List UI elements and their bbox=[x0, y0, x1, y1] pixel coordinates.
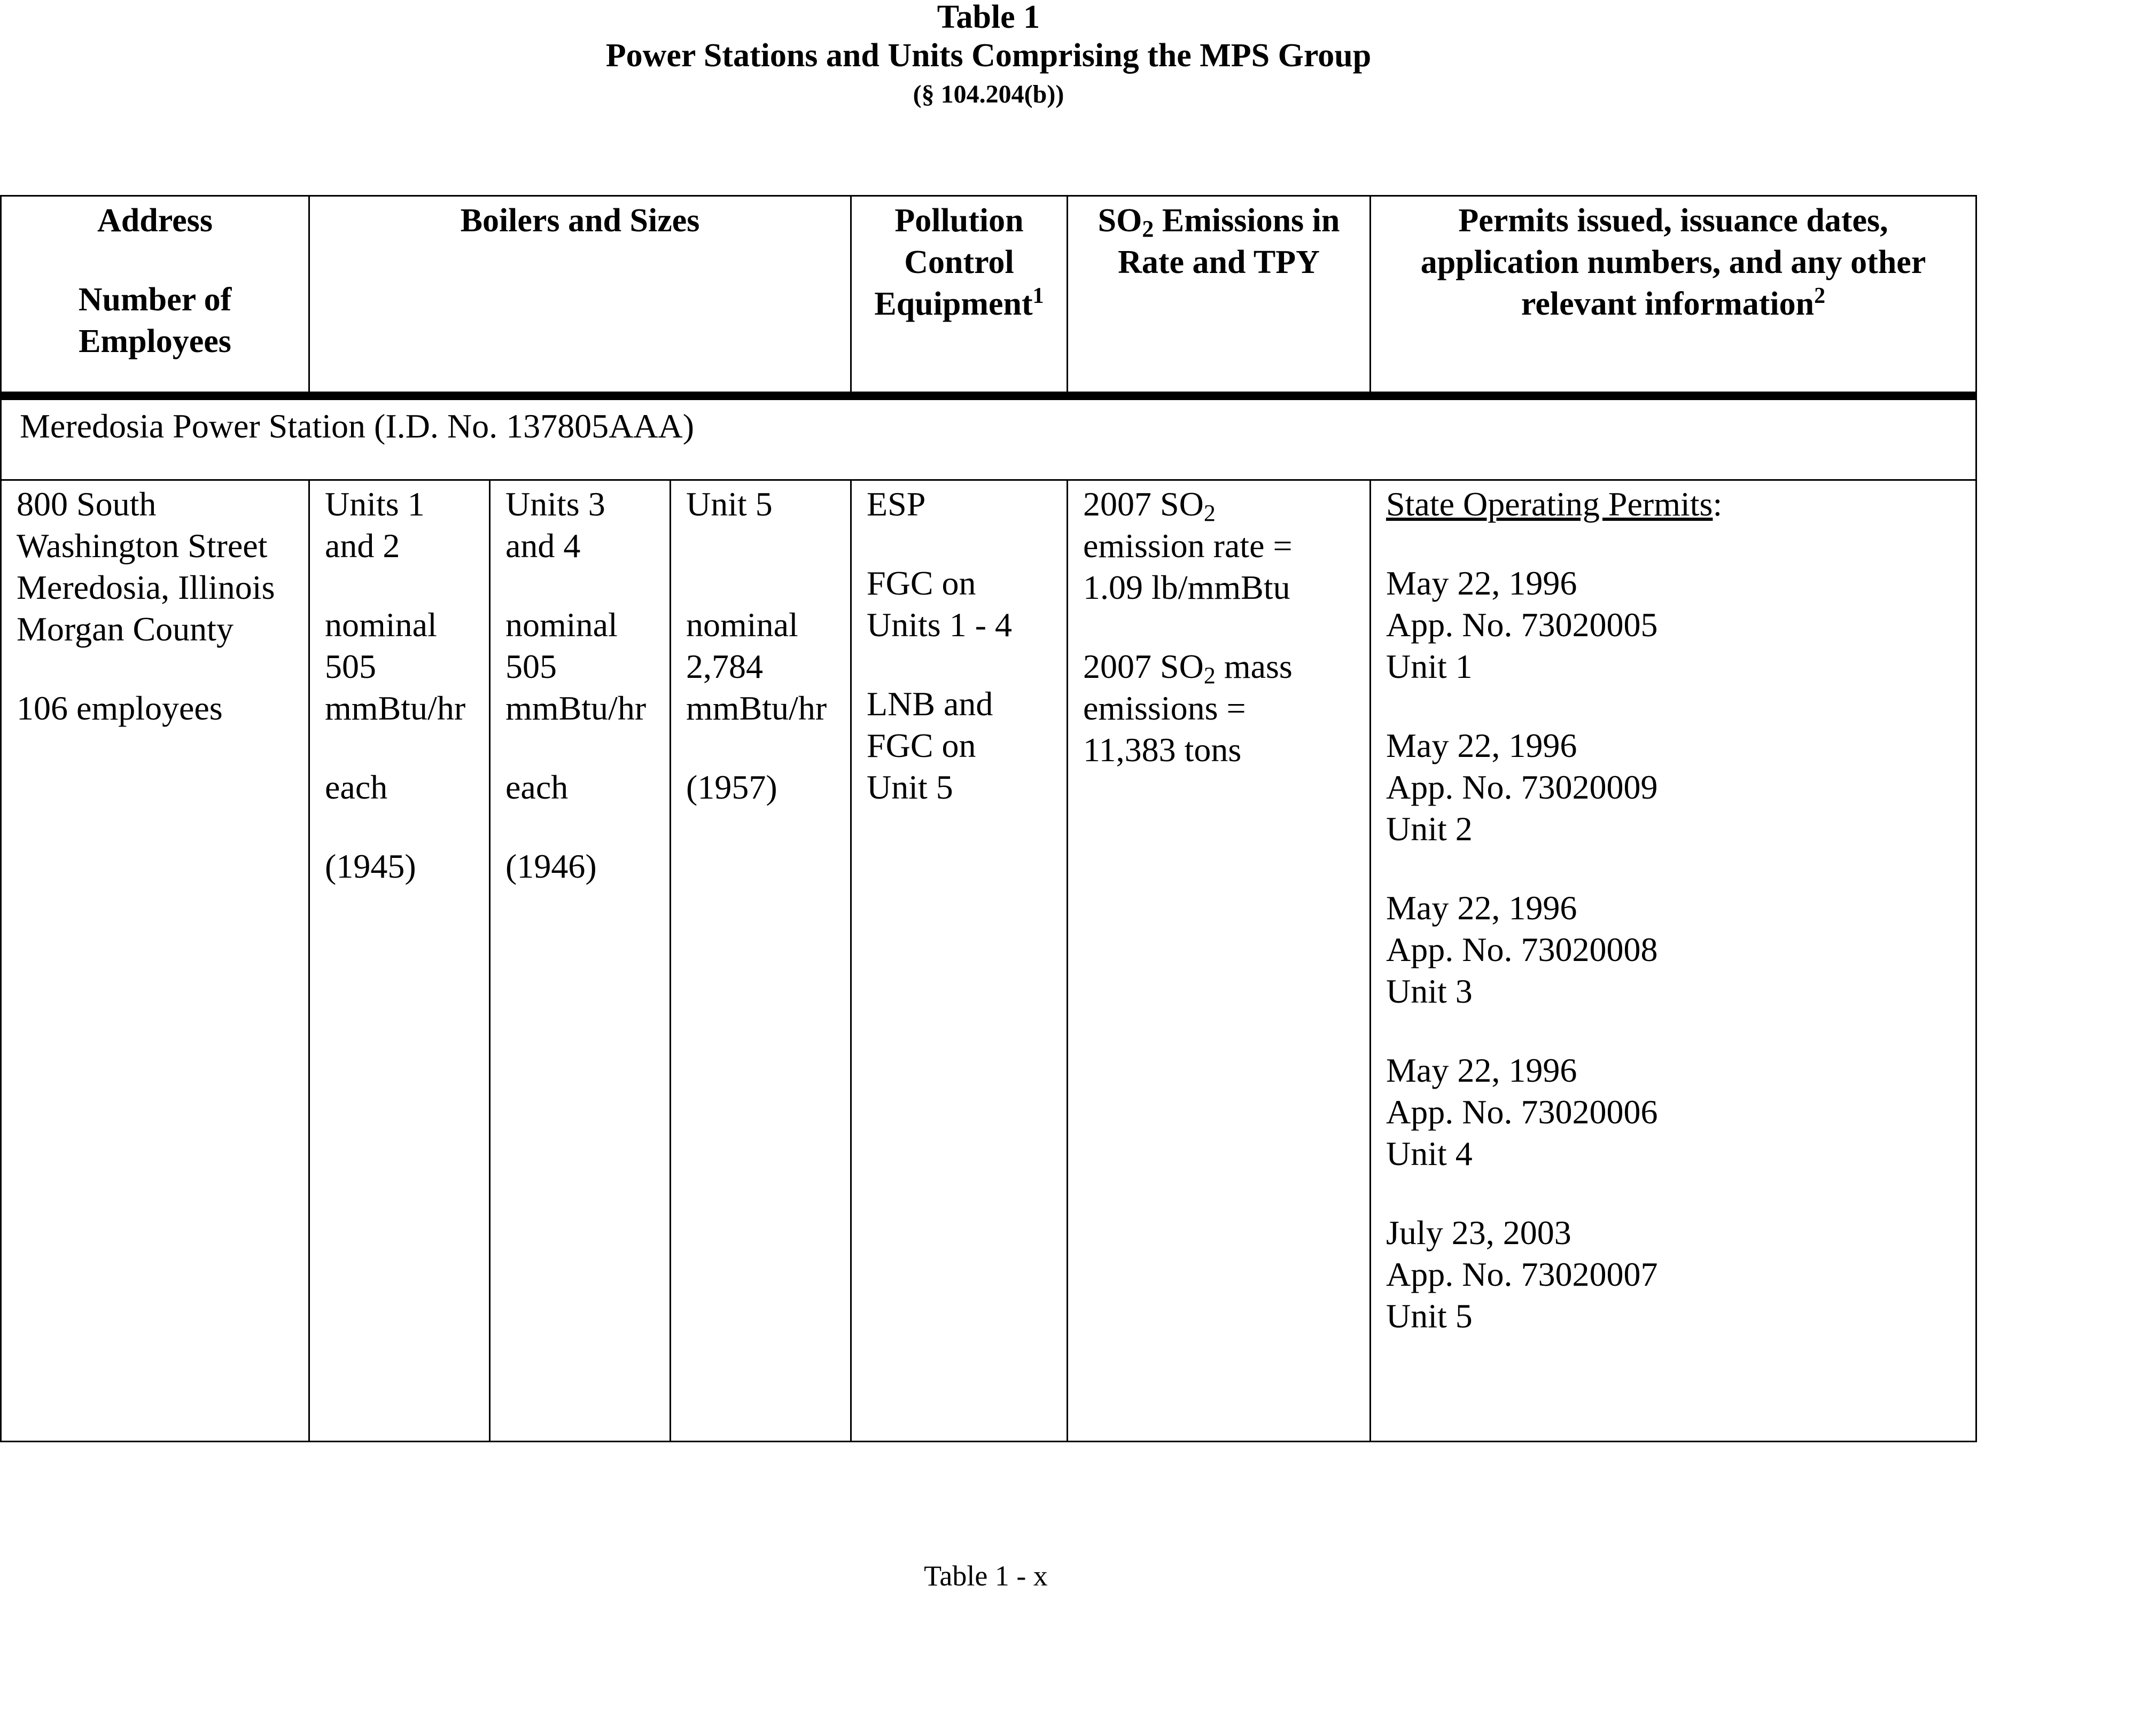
pollution-item: FGC on bbox=[867, 726, 976, 764]
boiler-year: (1945) bbox=[325, 847, 416, 885]
permits-cell bbox=[1371, 480, 1976, 1442]
so2-rate-line: emission rate = bbox=[1083, 527, 1293, 565]
table-citation: (§ 104.204(b)) bbox=[913, 80, 1064, 108]
boiler-units: Unit 5 bbox=[686, 485, 773, 523]
so2-mass-line: 2007 $SO_2$ mass bbox=[1083, 647, 1293, 689]
power-stations-table bbox=[0, 195, 1977, 1442]
header-permits-line2: application numbers, and any other bbox=[1420, 244, 1926, 280]
header-employees-line2: Employees bbox=[79, 323, 231, 359]
boiler-cell-units-3-4 bbox=[490, 480, 671, 1442]
header-address bbox=[1, 196, 309, 396]
boiler-nominal: nominal bbox=[686, 606, 798, 644]
address-line: Washington Street bbox=[17, 527, 268, 565]
header-permits bbox=[1371, 196, 1976, 396]
boiler-cell-unit-5 bbox=[671, 480, 851, 1442]
so2-emissions-cell bbox=[1068, 480, 1371, 1442]
permit-date: May 22, 1996 bbox=[1386, 1051, 1577, 1089]
permit-date: May 22, 1996 bbox=[1386, 889, 1577, 927]
so2-mass-line: emissions = bbox=[1083, 689, 1246, 727]
boiler-size-unit: mmBtu/hr bbox=[325, 689, 466, 727]
header-so2-line1: $SO_2$ Emissions in bbox=[1098, 202, 1340, 242]
permit-unit: Unit 3 bbox=[1386, 972, 1473, 1010]
permit-unit: Unit 5 bbox=[1386, 1297, 1473, 1335]
boiler-size: 505 bbox=[505, 647, 557, 685]
header-permits-line3: relevant information$^2$ bbox=[1521, 284, 1826, 322]
header-so2 bbox=[1068, 196, 1371, 396]
boiler-each: each bbox=[505, 768, 569, 806]
boiler-year: (1957) bbox=[686, 768, 777, 806]
header-pollution-line3: Equipment$^1$ bbox=[874, 284, 1044, 322]
boiler-units: Units 3 bbox=[505, 485, 605, 523]
boiler-units: and 2 bbox=[325, 527, 400, 565]
table-number-title: Table 1 bbox=[937, 0, 1040, 35]
address-cell bbox=[1, 480, 309, 1442]
table-title: Power Stations and Units Comprising the MPS Group bbox=[605, 37, 1372, 74]
employee-count: 106 employees bbox=[17, 689, 223, 727]
so2-rate-value: 1.09 lb/mmBtu bbox=[1083, 568, 1290, 606]
pollution-control-cell bbox=[851, 480, 1068, 1442]
permit-app-number: App. No. 73020007 bbox=[1386, 1255, 1658, 1293]
address-line: Morgan County bbox=[17, 610, 233, 648]
header-employees-line1: Number of bbox=[78, 282, 232, 318]
station-detail-row bbox=[1, 480, 1976, 1442]
header-so2-line2: Rate and TPY bbox=[1118, 244, 1320, 280]
header-row bbox=[1, 196, 1976, 396]
station-row bbox=[1, 396, 1976, 480]
pollution-item: ESP bbox=[867, 485, 926, 523]
header-permits-line1: Permits issued, issuance dates, bbox=[1458, 202, 1888, 239]
boiler-units: and 4 bbox=[505, 527, 581, 565]
boiler-nominal: nominal bbox=[325, 606, 437, 644]
pollution-item: Units 1 - 4 bbox=[867, 606, 1013, 644]
header-pollution-line2: Control bbox=[904, 244, 1014, 280]
boiler-units-blank bbox=[686, 525, 850, 567]
address-line: 800 South bbox=[17, 485, 157, 523]
boiler-each: each bbox=[325, 768, 388, 806]
boiler-nominal: nominal bbox=[505, 606, 618, 644]
permit-app-number: App. No. 73020005 bbox=[1386, 606, 1658, 644]
address-line: Meredosia, Illinois bbox=[17, 568, 275, 606]
header-boilers bbox=[309, 196, 851, 396]
boiler-size: 2,784 bbox=[686, 647, 763, 685]
header-boilers-label: Boilers and Sizes bbox=[460, 202, 700, 239]
footnote-2-marker: 2 bbox=[1814, 284, 1826, 308]
station-name: Meredosia Power Station (I.D. No. 137805AAA) bbox=[1, 396, 1976, 480]
permit-app-number: App. No. 73020008 bbox=[1386, 931, 1658, 968]
permit-unit: Unit 2 bbox=[1386, 810, 1473, 848]
so2-mass-value: 11,383 tons bbox=[1083, 731, 1242, 769]
permit-date: May 22, 1996 bbox=[1386, 726, 1577, 764]
permit-app-number: App. No. 73020006 bbox=[1386, 1093, 1658, 1131]
boiler-cell-units-1-2 bbox=[309, 480, 490, 1442]
so2-rate-line: 2007 $SO_2$ bbox=[1083, 485, 1216, 526]
permits-heading: State Operating Permits: bbox=[1386, 485, 1723, 523]
boiler-units: Units 1 bbox=[325, 485, 425, 523]
footnote-1-marker: 1 bbox=[1032, 284, 1044, 308]
pollution-item: Unit 5 bbox=[867, 768, 953, 806]
permit-unit: Unit 1 bbox=[1386, 647, 1473, 685]
permit-date: May 22, 1996 bbox=[1386, 564, 1577, 602]
boiler-size-unit: mmBtu/hr bbox=[686, 689, 827, 727]
header-pollution bbox=[851, 196, 1068, 396]
permit-unit: Unit 4 bbox=[1386, 1135, 1473, 1173]
permit-app-number: App. No. 73020009 bbox=[1386, 768, 1658, 806]
permit-date: July 23, 2003 bbox=[1386, 1214, 1571, 1252]
boiler-year: (1946) bbox=[505, 847, 597, 885]
pollution-item: FGC on bbox=[867, 564, 976, 602]
pollution-item: LNB and bbox=[867, 685, 993, 723]
boiler-size: 505 bbox=[325, 647, 376, 685]
boiler-size-unit: mmBtu/hr bbox=[505, 689, 647, 727]
page-footer: Table 1 - x bbox=[924, 1560, 1048, 1592]
header-address-label: Address bbox=[97, 202, 213, 239]
header-pollution-line1: Pollution bbox=[894, 202, 1024, 239]
